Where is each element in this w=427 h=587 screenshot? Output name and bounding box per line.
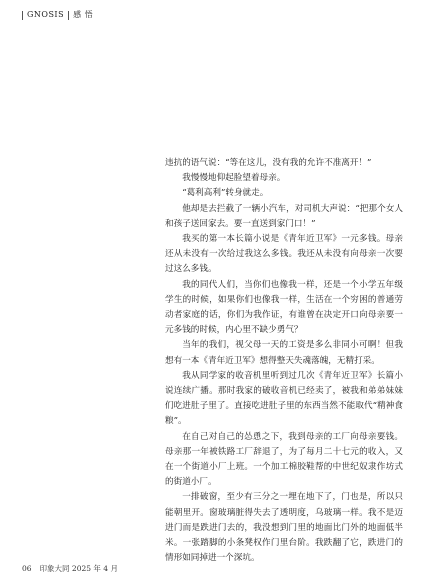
paragraph: 在自己对自己的怂恿之下，我到母亲的工厂向母亲要钱。母亲那一年被铁路工厂辞退了，为了每月二十七元的收入，又在一个街道小厂上班。一个加工棉胶鞋帮的中世纪奴隶作坊式的街道小厂。 (165, 431, 403, 488)
paragraph: 我买的第一本长篇小说是《青年近卫军》一元多钱。母亲还从未没有一次给过我这么多钱。我还从未没有向母亲一次要过这么多钱。 (165, 234, 403, 275)
paragraph: 违抗的语气说：“等在这儿，没有我的允许不准离开！” (165, 158, 372, 168)
publication-name: 印象大同 2025 年 4 月 (39, 564, 118, 573)
paragraph: 他却是去拦截了一辆小汽车，对司机大声说：“把那个女人和孩子送回家去。要一直送到家门口！” (165, 203, 403, 229)
paragraph: “葛利高利”转身就走。 (182, 188, 269, 199)
page-footer (22, 564, 118, 574)
paragraph: 当年的我们，视父母一天的工资是多么非同小可啊！但我想有一本《青年近卫军》想得整天失魂落魄，无精打采。 (165, 340, 403, 366)
paragraph: 我从同学家的收音机里听到过几次《青年近卫军》长篇小说连续广播。那时我家的破收音机已经卖了，被我和弟弟妹妹们吃进肚子里了。直接吃进肚子里的东西当然不能取代“精神食粮”。 (165, 370, 403, 427)
header-rule (22, 11, 23, 20)
paragraph: 我慢慢地仰起脸望着母亲。 (182, 173, 286, 184)
running-header (22, 10, 93, 20)
paragraph: 一排破窗，至少有三分之一埋在地下了，门也是，所以只能朝里开。窗玻璃脏得失去了透明度，乌玻璃一样。我不是迈进门而是跌进门去的，我没想到门里的地面比门外的地面低半米。一张踏脚的小条凳权作门里台阶。我跌翻了它，跌进门的情形如同掉进一个深坑。 (165, 492, 403, 564)
page-number: 06 (22, 564, 32, 573)
article-body (165, 156, 403, 566)
magazine-name: GNOSIS (27, 10, 65, 19)
header-divider (68, 11, 69, 20)
paragraph: 我的同代人们，当你们也像我一样，还是一个小学五年级学生的时候，如果你们也像我一样，生活在一个穷困的普通劳动者家庭的话，你们为我作证，有谁曾在决定开口向母亲要一元多钱的时候，内心里不缺少勇气？ (165, 279, 403, 336)
section-name: 感 悟 (73, 10, 94, 19)
